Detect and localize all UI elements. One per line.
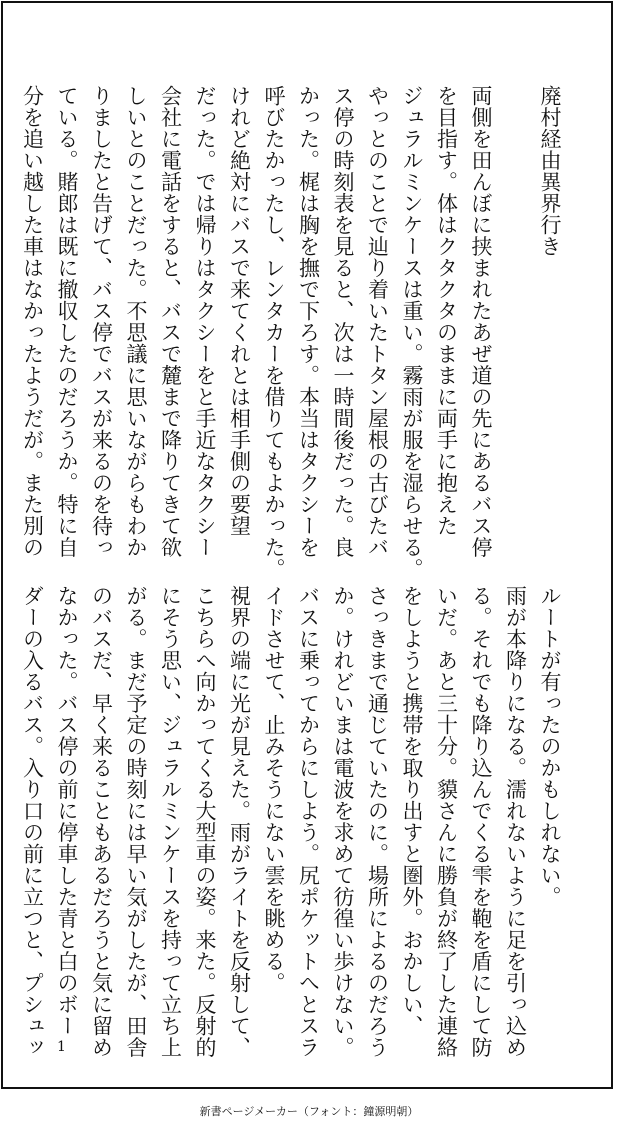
top-text-block: [15, 85, 567, 580]
text-line: しいとのことだった。不思議に思いながらもわか: [124, 85, 148, 558]
text-line: 視界の端に光が見えた。雨がライトを反射して、: [227, 585, 252, 1058]
text-line: けれど絶対にバスで来てくれとは相手側の要望: [227, 85, 252, 537]
text-line: なかった。バス停の前に停車した青と白のボー: [55, 585, 79, 1037]
text-line: か。けれどいまは電波を求めて彷徨い歩けない。: [331, 585, 355, 1058]
text-line: バスに乗ってからにしよう。尻ポケットへとスラ: [296, 585, 321, 1058]
text-line: いだ。あと三十分。貘さんに勝負が終了した連絡: [434, 585, 459, 1058]
text-line: 雨が本降りになる。濡れないように足を引っ込め: [503, 585, 528, 1058]
text-line: こちらへ向かってくる大型車の姿。来た。反射的: [193, 585, 217, 1058]
text-line: かった。梶は胸を撫で下ろす。本当はタクシーを: [296, 85, 321, 558]
text-line: 両側を田んぼに挟まれたあぜ道の先にあるバス停: [469, 85, 493, 558]
text-line: ジュラルミンケースは重い。霧雨が服を湿らせる。: [400, 85, 424, 580]
text-line: を目指す。体はクタクタのままに両手に抱えた: [434, 85, 459, 537]
page-number: 1: [57, 1039, 66, 1055]
text-line: がる。まだ予定の時刻には早い気がしたが、田舎: [124, 585, 148, 1058]
page-frame: [1, 1, 613, 1089]
text-line: る。それでも降り込んでくる雫を鞄を盾にして防: [469, 585, 493, 1058]
text-line: さっきまで通じていたのに。場所によるのだろう: [365, 585, 390, 1058]
text-line: りましたと告げて、バス停でバスが来るのを待っ: [89, 85, 114, 558]
story-title: 廃村経由異界行き: [538, 85, 562, 257]
text-line: だった。では帰りはタクシーをと手近なタクシー: [193, 85, 217, 558]
text-line: にそう思い、ジュラルミンケースを持って立ち上: [158, 585, 183, 1058]
text-line: 分を追い越した車はなかったようだが。また別の: [20, 85, 45, 558]
text-line: イドさせて、止みそうにない雲を眺める。: [262, 585, 286, 994]
text-line: 呼びたかったし、レンタカーを借りてもよかった。: [262, 85, 286, 580]
text-line: ダーの入るバス。入り口の前に立つと、プシュッ: [20, 585, 45, 1058]
text-line: のバスだ、早く来ることもあるだろうと気に留め: [89, 585, 114, 1058]
title-spacer: [498, 85, 533, 545]
footer-caption: 新書ページメーカー（フォント：鐘源明朝）: [199, 1105, 419, 1118]
text-line: ている。賭郎は既に撤収したのだろうか。特に自: [55, 85, 79, 558]
text-line: ス停の時刻表を見ると、次は一時間後だった。良: [331, 85, 355, 558]
text-line: をしようと携帯を取り出すと圏外。おかしい、: [400, 585, 424, 1037]
text-line: やっとのことで辿り着いたトタン屋根の古びたバ: [365, 85, 390, 558]
text-line: ルートが有ったのかもしれない。: [538, 585, 562, 908]
bottom-text-block: [15, 585, 567, 1058]
text-line: 会社に電話をすると、バスで麓まで降りてきて欲: [158, 85, 183, 558]
